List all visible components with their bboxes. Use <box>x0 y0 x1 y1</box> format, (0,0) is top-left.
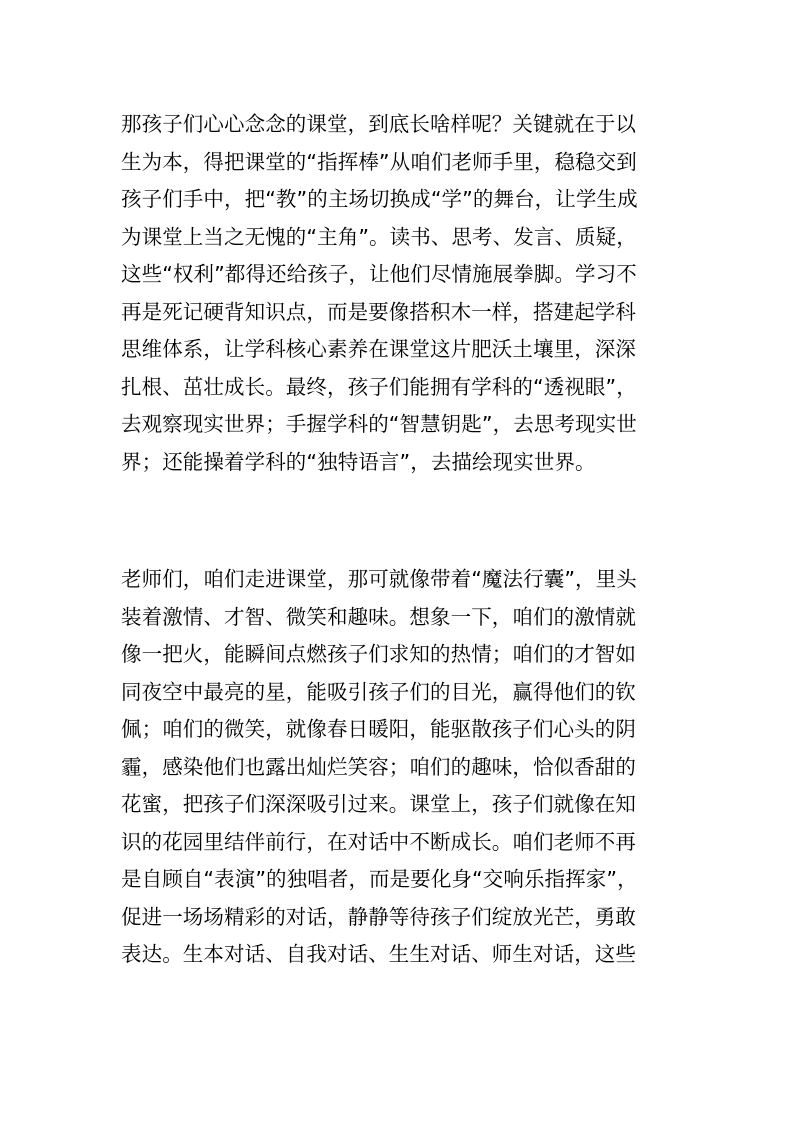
text-line: 老师们，咱们走进课堂，那可就像带着“魔法行囊”，里头 <box>121 567 637 591</box>
text-line: 为课堂上当之无愧的“主角”。读书、思考、发言、质疑， <box>121 224 637 249</box>
text-line: 这些“权利”都得还给孩子，让他们尽情施展拳脚。学习不 <box>121 262 637 286</box>
text-line: 是自顾自“表演”的独唱者，而是要化身“交响乐指挥家”， <box>121 867 638 891</box>
text-line: 佩；咱们的微笑，就像春日暖阳，能驱散孩子们心头的阴 <box>121 717 636 741</box>
text-line: 装着激情、才智、微笑和趣味。想象一下，咱们的激情就 <box>121 604 636 629</box>
paragraph-teacher-magic-bag <box>121 561 681 974</box>
text-line: 孩子们手中，把“教”的主场切换成“学”的舞台，让学生成 <box>121 187 638 211</box>
text-line: 花蜜，把孩子们深深吸引过来。课堂上，孩子们就像在知 <box>121 792 636 816</box>
text-line: 促进一场场精彩的对话，静静等待孩子们绽放光芒，勇敢 <box>121 904 636 929</box>
text-line: 生为本，得把课堂的“指挥棒”从咱们老师手里，稳稳交到 <box>121 149 637 174</box>
text-line: 思维体系，让学科核心素养在课堂这片肥沃土壤里，深深 <box>121 337 636 361</box>
text-line: 像一把火，能瞬间点燃孩子们求知的热情；咱们的才智如 <box>121 642 636 666</box>
text-line: 界；还能操着学科的“独特语言”，去描绘现实世界。 <box>121 449 596 474</box>
text-line: 再是死记硬背知识点，而是要像搭积木一样，搭建起学科 <box>121 299 636 324</box>
text-line: 那孩子们心心念念的课堂，到底长啥样呢？关键就在于以 <box>121 112 636 136</box>
text-line: 识的花园里结伴前行，在对话中不断成长。咱们老师不再 <box>121 829 636 854</box>
text-line: 霾，感染他们也露出灿烂笑容；咱们的趣味，恰似香甜的 <box>121 754 636 779</box>
text-line: 同夜空中最亮的星，能吸引孩子们的目光，赢得他们的钦 <box>121 679 636 704</box>
text-line: 去观察现实世界；手握学科的“智慧钥匙”，去思考现实世 <box>121 412 637 436</box>
text-line: 表达。生本对话、自我对话、生生对话、师生对话，这些 <box>121 942 636 966</box>
paragraph-student-centered-classroom <box>121 106 681 481</box>
text-line: 扎根、茁壮成长。最终，孩子们能拥有学科的“透视眼”， <box>121 374 637 399</box>
